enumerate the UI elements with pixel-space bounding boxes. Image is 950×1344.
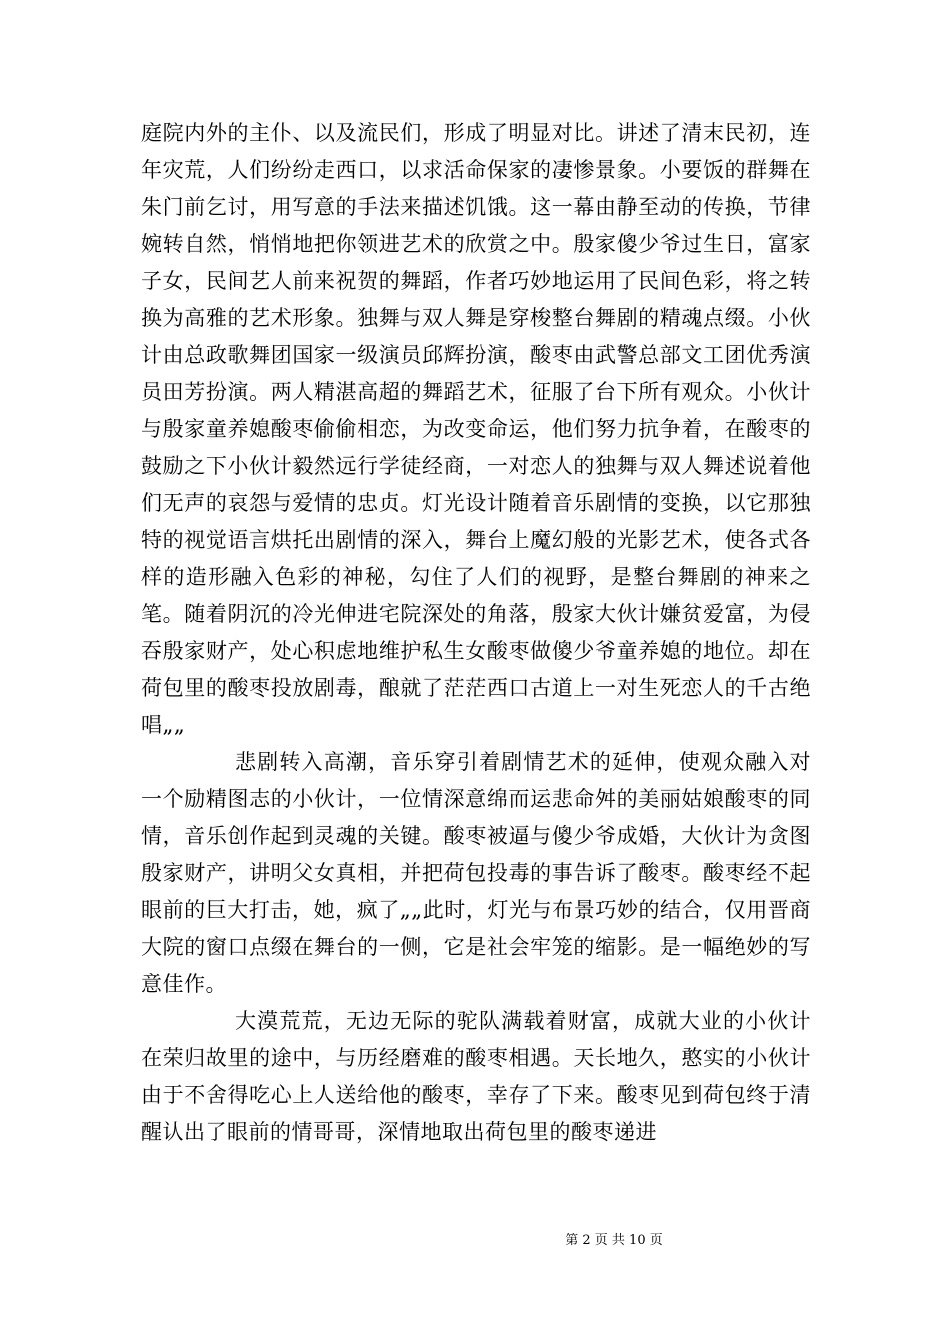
paragraph-3: 大漠荒荒，无边无际的驼队满载着财富，成就大业的小伙计在荣归故里的途中，与历经磨难的酸枣相遇。天长地久，憨实的小伙计由于不舍得吃心上人送给他的酸枣，幸存了下来。酸枣见到荷包终于清醒认出了眼前的情哥哥，深情地取出荷包里的酸枣递进: [141, 1009, 811, 1144]
document-body: [141, 115, 811, 1151]
paragraph-2: 悲剧转入高潮，音乐穿引着剧情艺术的延伸，使观众融入对一个励精图志的小伙计，一位情深意绵而运悲命舛的美丽姑娘酸枣的同情，音乐创作起到灵魂的关键。酸枣被逼与傻少爷成婚，大伙计为贪图殷家财产，讲明父女真相，并把荷包投毒的事告诉了酸枣。酸枣经不起眼前的巨大打击，她，疯了„„此时，灯光与布景巧妙的结合，仅用晋商大院的窗口点缀在舞台的一侧，它是社会牢笼的缩影。是一幅绝妙的写意佳作。: [141, 750, 811, 996]
paragraph-1: 庭院内外的主仆、以及流民们，形成了明显对比。讲述了清末民初，连年灾荒，人们纷纷走西口，以求活命保家的凄惨景象。小要饭的群舞在朱门前乞讨，用写意的手法来描述饥饿。这一幕由静至动的传换，节律婉转自然，悄悄地把你领进艺术的欣赏之中。殷家傻少爷过生日，富家子女，民间艺人前来祝贺的舞蹈，作者巧妙地运用了民间色彩，将之转换为高雅的艺术形象。独舞与双人舞是穿梭整台舞剧的精魂点缀。小伙计由总政歌舞团国家一级演员邱辉扮演，酸枣由武警总部文工团优秀演员田芳扮演。两人精湛高超的舞蹈艺术，征服了台下所有观众。小伙计与殷家童养媳酸枣偷偷相恋，为改变命运，他们努力抗争着，在酸枣的鼓励之下小伙计毅然远行学徒经商，一对恋人的独舞与双人舞述说着他们无声的哀怨与爱情的忠贞。灯光设计随着音乐剧情的变换，以它那独特的视觉语言烘托出剧情的深入，舞台上魔幻般的光影艺术，使各式各样的造形融入色彩的神秘，勾住了人们的视野，是整台舞剧的神来之笔。随着阴沉的冷光伸进宅院深处的角落，殷家大伙计嫌贫爱富，为侵吞殷家财产，处心积虑地维护私生女酸枣做傻少爷童养媳的地位。却在荷包里的酸枣投放剧毒，酿就了茫茫西口古道上一对生死恋人的千古绝唱„„: [141, 121, 811, 737]
page-number-footer: 第 2 页 共 10 页: [565, 1233, 663, 1248]
